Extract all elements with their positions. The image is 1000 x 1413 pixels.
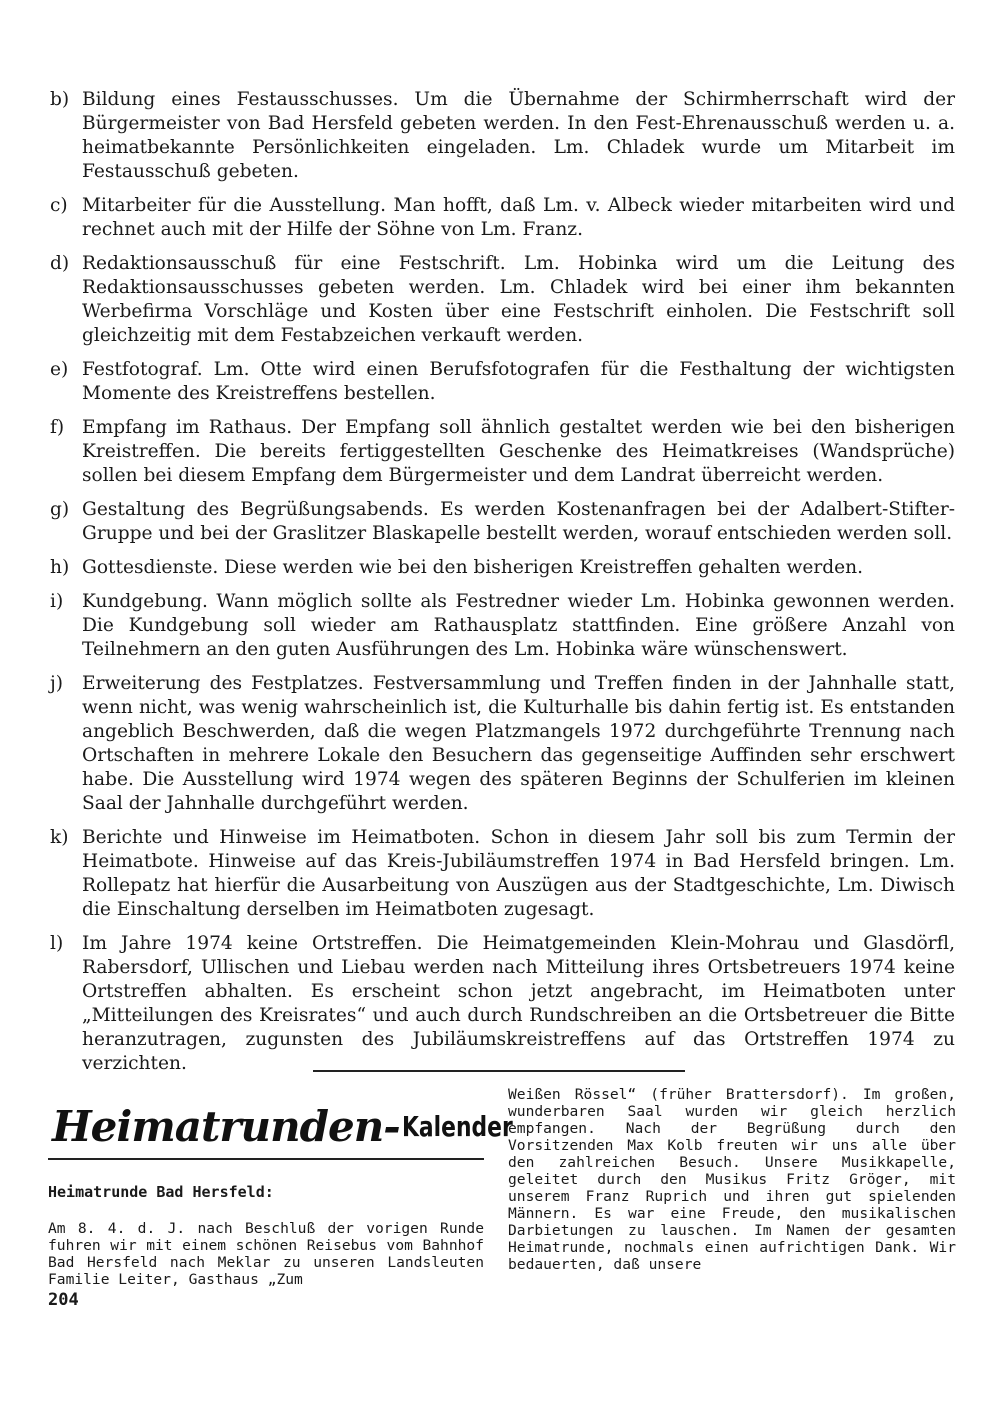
agenda-item — [40, 358, 955, 406]
item-text: Berichte und Hinweise im Heimatboten. Schon in diesem Jahr soll bis zum Termin der Heimatbote. Hinweise auf das Kreis-Jubiläumstreffen 1974 in Bad Hersfeld bringen. Lm. Rollepatz hat hierfür die Ausarbeitung von Auszügen aus der Stadtgeschichte, Lm. Diwisch die Einschaltung derselben im Heimatboten zugesagt. — [82, 827, 955, 920]
agenda-list — [40, 88, 955, 1086]
section-heading: Heimatrunde Bad Hersfeld: — [48, 1183, 274, 1201]
item-text: Festfotograf. Lm. Otte wird einen Berufsfotografen für die Festhaltung der wichtigsten Momente des Kreistreffens bestellen. — [82, 359, 955, 404]
masthead-suffix: Kalender — [401, 1110, 513, 1143]
agenda-item — [40, 590, 955, 662]
item-text: Mitarbeiter für die Ausstellung. Man hofft, daß Lm. v. Albeck wieder mitarbeiten wird und rechnet auch mit der Hilfe der Söhne von Lm. Franz. — [82, 195, 955, 240]
item-text: Gottesdienste. Diese werden wie bei den bisherigen Kreistreffen gehalten werden. — [82, 557, 864, 578]
section-divider — [313, 1070, 685, 1072]
agenda-item — [40, 498, 955, 546]
masthead-rule — [48, 1158, 484, 1160]
item-label: e) — [50, 359, 69, 380]
item-label: b) — [50, 89, 70, 110]
item-label: d) — [50, 253, 70, 274]
item-text: Empfang im Rathaus. Der Empfang soll ähnlich gestaltet werden wie bei den bisherigen Kreistreffen. Die bereits fertiggestellten Geschenke des Heimatkreises (Wandsprüche) sollen bei diesem Empfang dem Bürgermeister und dem Landrat überreicht werden. — [82, 417, 955, 486]
item-label: k) — [50, 827, 69, 848]
item-text: Erweiterung des Festplatzes. Festversammlung und Treffen finden in der Jahnhalle statt, wenn nicht, was wenig wahrscheinlich ist, die Kulturhalle bis dahin fertig ist. Es entstanden angeblich Beschwerden, daß die wegen Platzmangels 1972 durchgeführte Trennung nach Ortschaften in mehrere Lokale den Besuchern das gegenseitige Auffinden sehr erschwert habe. Die Ausstellung wird 1974 wegen des späteren Beginns der Schulferien im kleinen Saal der Jahnhalle durchgeführt werden. — [82, 673, 955, 814]
agenda-item — [40, 416, 955, 488]
right-column — [508, 1086, 956, 1273]
page-number: 204 — [48, 1290, 79, 1310]
item-text: Bildung eines Festausschusses. Um die Übernahme der Schirmherrschaft wird der Bürgermeister von Bad Hersfeld gebeten werden. In den Fest-Ehrenausschuß werden u. a. heimatbekannte Persönlichkeiten eingeladen. Lm. Chladek wurde um Mitarbeit im Festausschuß gebeten. — [82, 89, 955, 182]
right-column-text: Weißen Rössel“ (früher Brattersdorf). Im großen, wunderbaren Saal wurden wir gleich herzlich empfangen. Nach der Begrüßung durch den Vorsitzenden Max Kolb freuten wir uns alle über den zahlreichen Besuch. Unsere Musikkapelle, geleitet durch den Musikus Fritz Gröger, mit unserem Franz Ruprich und ihren gut spielenden Männern. Es war eine Freude, den musikalischen Darbietungen zu lauschen. Im Namen der gesamten Heimatrunde, nochmals einen aufrichtigen Dank. Wir bedauerten, daß unsere — [508, 1086, 956, 1273]
item-label: g) — [50, 499, 70, 520]
item-label: i) — [50, 591, 64, 612]
agenda-item — [40, 672, 955, 816]
item-text: Im Jahre 1974 keine Ortstreffen. Die Heimatgemeinden Klein-Mohrau und Glasdörfl, Rabersdorf, Ullischen und Liebau werden nach Mitteilung ihres Ortsbetreuers 1974 keine Ortstreffen abhalten. Es erscheint schon jetzt angebracht, im Heimatboten unter „Mitteilungen des Kreisrates“ und auch durch Rundschreiben an die Ortsbetreuer die Bitte heranzutragen, zugunsten des Jubiläumskreistreffens auf das Ortstreffen 1974 zu verzichten. — [82, 933, 955, 1074]
masthead-script: Heimatrunden- — [52, 1102, 400, 1151]
item-text: Kundgebung. Wann möglich sollte als Festredner wieder Lm. Hobinka gewonnen werden. Die Kundgebung soll wieder am Rathausplatz stattfinden. Eine größere Anzahl von Teilnehmern an den guten Ausführungen des Lm. Hobinka wäre wünschenswert. — [82, 591, 955, 660]
item-label: j) — [50, 673, 64, 694]
item-label: c) — [50, 195, 68, 216]
agenda-item — [40, 826, 955, 922]
agenda-item — [40, 252, 955, 348]
masthead — [48, 1096, 513, 1152]
item-label: l) — [50, 933, 64, 954]
agenda-item — [40, 88, 955, 184]
item-label: f) — [50, 417, 65, 438]
agenda-item — [40, 932, 955, 1076]
left-column — [48, 1096, 513, 1288]
item-text: Redaktionsausschuß für eine Festschrift. Lm. Hobinka wird um die Leitung des Redaktionsausschusses gebeten werden. Lm. Chladek wird bei einer ihm bekannten Werbefirma Vorschläge und Kosten über eine Festschrift einholen. Die Festschrift soll gleichzeitig mit dem Festabzeichen verkauft werden. — [82, 253, 955, 346]
item-label: h) — [50, 557, 70, 578]
item-text: Gestaltung des Begrüßungsabends. Es werden Kostenanfragen bei der Adalbert-Stifter-Gruppe und bei der Graslitzer Blaskapelle bestellt werden, worauf entschieden werden soll. — [82, 499, 955, 544]
left-column-text: Am 8. 4. d. J. nach Beschluß der vorigen Runde fuhren wir mit einem schönen Reisebus vom Bahnhof Bad Hersfeld nach Meklar zu unseren Landsleuten Familie Leiter, Gasthaus „Zum — [48, 1220, 484, 1288]
agenda-item — [40, 556, 955, 580]
agenda-item — [40, 194, 955, 242]
